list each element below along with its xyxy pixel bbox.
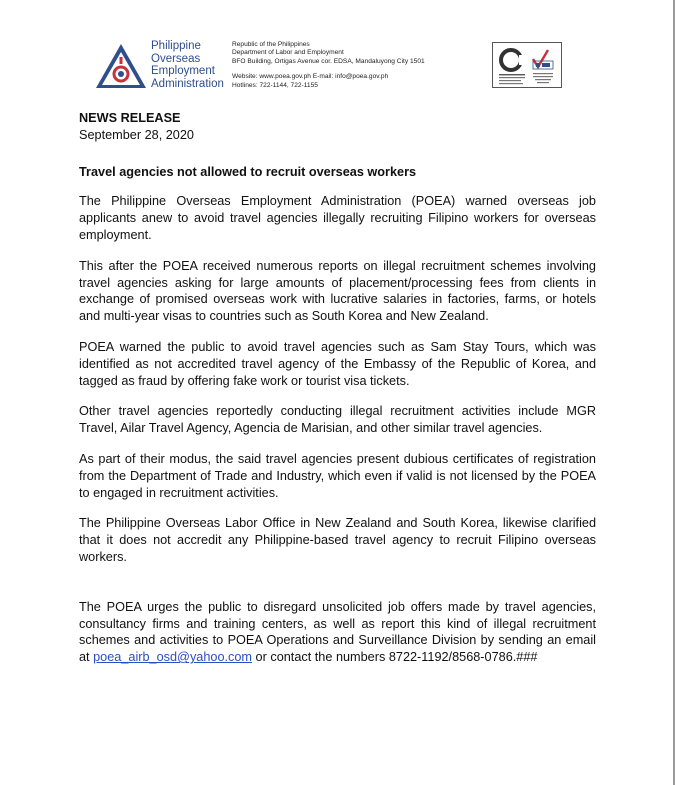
org-line: Philippine (151, 40, 201, 52)
paragraph: The Philippine Overseas Employment Administration (POEA) warned overseas job applicants anew to avoid travel agencies illegally recruiting Filipino workers for overseas employment. (79, 194, 596, 242)
closing-paragraph (79, 599, 596, 666)
org-line: Administration (151, 77, 224, 90)
org-line: Overseas (151, 52, 201, 65)
headline: Travel agencies not allowed to recruit overseas workers (79, 164, 417, 179)
organization-name (151, 40, 224, 90)
letterhead (0, 0, 675, 100)
paragraph: The Philippine Overseas Labor Office in New Zealand and South Korea, likewise clarified that it does not accredit any Philippine-based travel agency to recruit Filipino overseas workers. (79, 516, 596, 564)
poea-triangle-logo-icon (95, 43, 147, 89)
address-line: Department of Labor and Employment (232, 49, 344, 57)
paragraph: This after the POEA received numerous reports on illegal recruitment schemes involving travel agencies asking for large amounts of placement/processing fees from clients in exchange of promised overseas work with lucrative salaries in factories, farms, or hotels and multi-year visas to countries such as South Korea and New Zealand. (79, 258, 596, 324)
email-link[interactable]: poea_airb_osd@yahoo.com (93, 650, 253, 665)
paragraph: Other travel agencies reportedly conducting illegal recruitment activities include MGR Travel, Ailar Travel Agency, Agencia de Marisian, and other similar travel agencies. (79, 404, 596, 436)
release-date: September 28, 2020 (79, 127, 194, 142)
contact-line: Website: www.poea.gov.ph E-mail: info@poea.gov.ph (232, 73, 389, 81)
paragraph: As part of their modus, the said travel agencies present dubious certificates of registration from the Department of Trade and Industry, which even if valid is not licensed by the POEA to engaged in recruitment activities. (79, 451, 596, 500)
iso-certification-badge-icon (492, 42, 562, 88)
address-block (232, 41, 425, 90)
address-line: BFO Building, Ortigas Avenue cor. EDSA, Mandaluyong City 1501 (232, 57, 425, 65)
news-release-body (79, 110, 596, 680)
news-release-label: NEWS RELEASE (79, 111, 181, 125)
org-line: Employment (151, 65, 215, 77)
address-line: Republic of the Philippines (232, 41, 310, 48)
paragraph: POEA warned the public to avoid travel agencies such as Sam Stay Tours, which was identified as not accredited travel agency of the Embassy of the Republic of Korea, and tagged as fraud by offering fake work or tourist visa tickets. (79, 339, 596, 388)
contact-line: Hotlines: 722-1144, 722-1155 (232, 81, 318, 89)
closing-text: The POEA urges the public to disregard unsolicited job offers made by travel agencies, consultancy firms and training centers, as well as report this kind of illegal recruitment schemes and activities to POEA Operations and Surveillance Division by sending an email at (79, 599, 596, 665)
closing-text-end: or contact the numbers 8722-1192/8568-0786.### (252, 650, 538, 665)
